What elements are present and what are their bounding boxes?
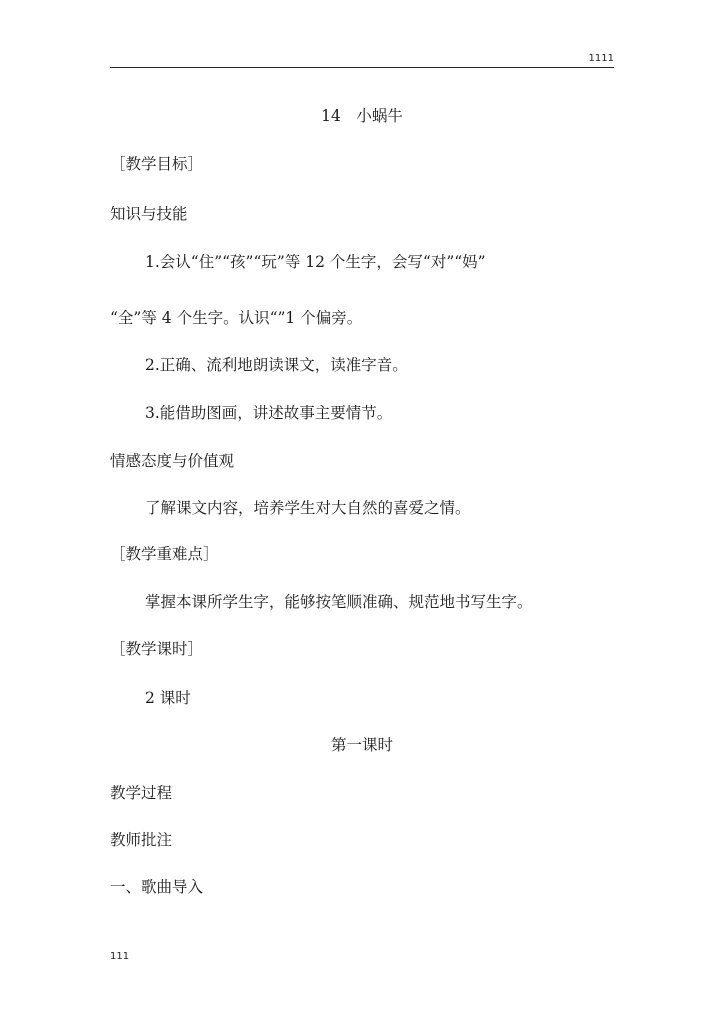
objective-item-1-line-1: 1.会认“住”“孩”“玩”等 12 个生字，会写“对”“妈” bbox=[145, 253, 486, 271]
objectives-heading: ［教学目标］ bbox=[110, 155, 204, 173]
process-heading: 教学过程 bbox=[110, 784, 173, 802]
emotion-heading: 情感态度与价值观 bbox=[110, 452, 235, 470]
emotion-text: 了解课文内容，培养学生对大自然的喜爱之情。 bbox=[145, 499, 471, 517]
knowledge-heading: 知识与技能 bbox=[110, 205, 188, 223]
keypoints-text: 掌握本课所学生字，能够按笔顺准确、规范地书写生字。 bbox=[145, 593, 533, 611]
objective-item-1-line-2: “全”等 4 个生字。认识“”1 个偏旁。 bbox=[110, 309, 363, 327]
hours-text: 2 课时 bbox=[145, 689, 191, 707]
header-page-code: 1111 bbox=[588, 53, 614, 64]
lesson-heading: 第一课时 bbox=[330, 736, 393, 754]
step-1-heading: 一、歌曲导入 bbox=[110, 878, 204, 896]
objective-item-3: 3.能借助图画，讲述故事主要情节。 bbox=[145, 404, 393, 422]
keypoints-heading: ［教学重难点］ bbox=[110, 545, 219, 563]
lesson-title: 14 小蜗牛 bbox=[321, 107, 403, 125]
teacher-notes-heading: 教师批注 bbox=[110, 831, 173, 849]
footer-page-code: 111 bbox=[110, 951, 130, 962]
hours-heading: ［教学课时］ bbox=[110, 640, 204, 658]
objective-item-2: 2.正确、流利地朗读课文，读准字音。 bbox=[145, 356, 408, 374]
header-divider bbox=[110, 67, 614, 68]
